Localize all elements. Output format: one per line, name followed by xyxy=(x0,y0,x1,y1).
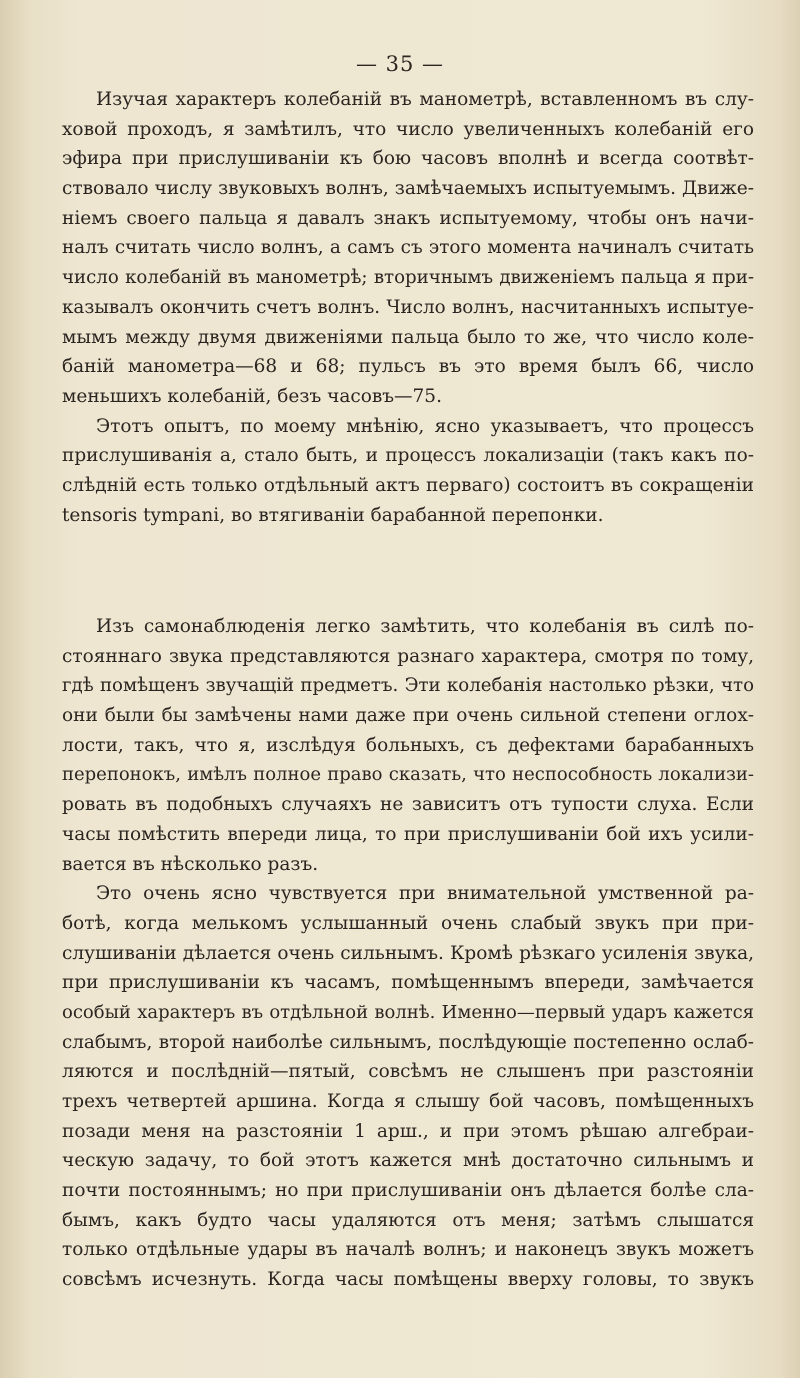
text-line: вается въ нѣсколько разъ. xyxy=(62,853,319,875)
text-line: они были бы замѣчены нами даже при очень сильной степени оглох- xyxy=(62,705,754,727)
text-line: эфира при прислушиваніи къ бою часовъ вполнѣ и всегда соотвѣт- xyxy=(62,148,754,170)
paragraph-3 xyxy=(62,612,754,879)
text-line: Это очень ясно чувствуется при внимательной умственной ра- xyxy=(96,883,754,905)
text-line: ствовало числу звуковыхъ волнъ, замѣчаемыхъ испытуемымъ. Движе- xyxy=(62,178,754,200)
text-line: баній манометра—68 и 68; пульсъ въ это время былъ 66, число xyxy=(62,356,754,378)
text-line: почти постояннымъ; но при прислушиваніи онъ дѣлается болѣе сла- xyxy=(62,1180,754,1202)
text-line: лости, такъ, что я, изслѣдуя больныхъ, съ дефектами барабанныхъ xyxy=(62,734,754,756)
paragraph-2 xyxy=(62,412,754,531)
text-line: стояннаго звука представляются разнаго характера, смотря по тому, xyxy=(62,645,754,667)
paragraph-4 xyxy=(62,879,754,1295)
text-line: бымъ, какъ будто часы удаляются отъ меня; затѣмъ слышатся xyxy=(62,1209,754,1231)
text-line: совсѣмъ исчезнуть. Когда часы помѣщены вверху головы, то звукъ xyxy=(62,1269,754,1291)
text-line: при прислушиваніи къ часамъ, помѣщеннымъ впереди, замѣчается xyxy=(62,972,754,994)
text-line: слабымъ, второй наиболѣе сильнымъ, послѣдующіе постепенно ослаб- xyxy=(62,1031,754,1053)
text-line: слушиваніи дѣлается очень сильнымъ. Кромѣ рѣзкаго усиленія звука, xyxy=(62,942,754,964)
text-line: налъ считать число волнъ, а самъ съ этого момента начиналъ считать xyxy=(62,237,754,259)
text-line: ховой проходъ, я замѣтилъ, что число увеличенныхъ колебаній его xyxy=(62,118,754,140)
text-line: ляются и послѣдній—пятый, совсѣмъ не слышенъ при разстояніи xyxy=(62,1061,754,1083)
text-line: особый характеръ въ отдѣльной волнѣ. Именно—первый ударъ кажется xyxy=(62,1001,754,1023)
text-line: tensoris tympani, во втягиваніи барабанной перепонки. xyxy=(62,504,604,526)
text-line: перепонокъ, имѣлъ полное право сказать, что неспособность локализи- xyxy=(62,764,754,786)
text-line: меньшихъ колебаній, безъ часовъ—75. xyxy=(62,385,442,407)
page-number: — 35 — xyxy=(355,52,445,76)
text-line: казывалъ окончить счетъ волнъ. Число волнъ, насчитанныхъ испытуе- xyxy=(62,296,754,318)
text-line: трехъ четвертей аршина. Когда я слышу бой часовъ, помѣщенныхъ xyxy=(62,1091,754,1112)
text-line: ботѣ, когда мелькомъ услышанный очень слабый звукъ при при- xyxy=(62,912,754,934)
text-line: Этотъ опытъ, по моему мнѣнію, ясно указываетъ, что процессъ xyxy=(96,415,754,437)
text-line: гдѣ помѣщенъ звучащій предметъ. Эти колебанія настолько рѣзки, что xyxy=(62,675,754,697)
text-line: число колебаній въ манометрѣ; вторичнымъ движеніемъ пальца я при- xyxy=(62,267,754,289)
paragraph-1 xyxy=(62,85,754,412)
text-line: только отдѣльные удары въ началѣ волнъ; и наконецъ звукъ можетъ xyxy=(62,1239,754,1261)
text-line: позади меня на разстояніи 1 арш., и при этомъ рѣшаю алгебраи- xyxy=(62,1120,754,1142)
text-line: Изъ самонаблюденія легко замѣтить, что колебанія въ силѣ по- xyxy=(96,616,754,637)
text-line: слѣдній есть только отдѣльный актъ перваго) состоитъ въ сокращеніи xyxy=(62,474,754,496)
text-line: прислушиванія а, стало быть, и процессъ локализаціи (такъ какъ по- xyxy=(62,445,754,467)
text-line: Изучая характеръ колебаній въ манометрѣ, вставленномъ въ слу- xyxy=(96,89,754,110)
text-block-upper xyxy=(62,85,754,530)
text-line: мымъ между двумя движеніями пальца было то же, что число коле- xyxy=(62,326,754,348)
text-line: ческую задачу, то бой этотъ кажется мнѣ достаточно сильнымъ и xyxy=(62,1150,754,1172)
text-line: ровать въ подобныхъ случаяхъ не зависитъ отъ тупости слуха. Если xyxy=(62,794,754,816)
text-line: часы помѣстить впереди лица, то при прислушиваніи бой ихъ усили- xyxy=(62,823,754,845)
text-line: ніемъ своего пальца я давалъ знакъ испытуемому, чтобы онъ начи- xyxy=(62,207,754,229)
text-block-lower xyxy=(62,612,754,1295)
